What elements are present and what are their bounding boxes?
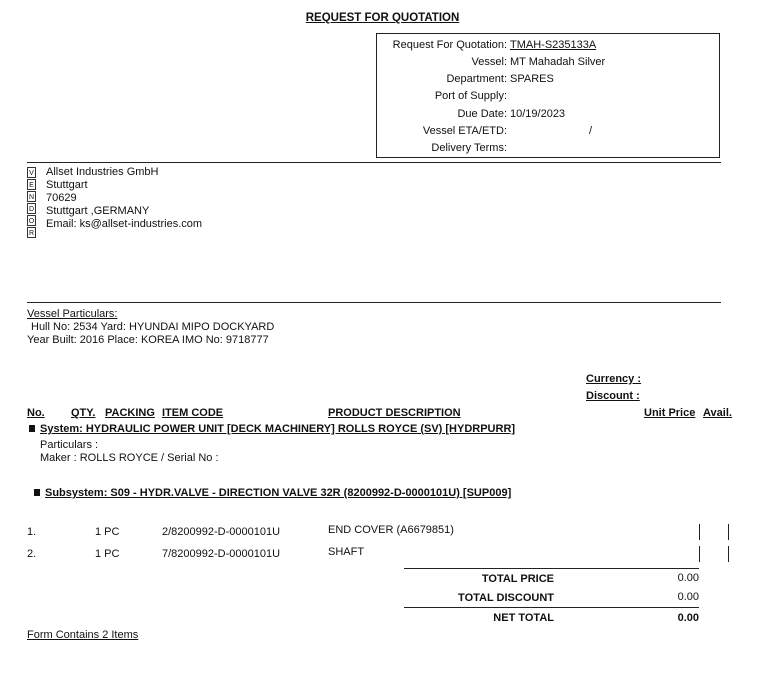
vendor-letter: V xyxy=(27,167,36,178)
price-field-divider xyxy=(699,546,700,562)
subsystem-row xyxy=(34,487,511,499)
col-header-avail: Avail. xyxy=(703,407,732,419)
vendor-letter: R xyxy=(27,227,36,238)
item-qty: 1 PC xyxy=(95,548,120,560)
rfq-header-box xyxy=(376,33,720,158)
total-price-label: TOTAL PRICE xyxy=(481,573,554,585)
vessel-value: MT Mahadah Silver xyxy=(510,56,606,68)
item-count-footer: Form Contains 2 Items xyxy=(27,629,139,641)
system-maker: Maker : ROLLS ROYCE / Serial No : xyxy=(40,452,219,464)
avail-field-divider xyxy=(728,546,729,562)
total-discount-label: TOTAL DISCOUNT xyxy=(458,592,554,604)
vendor-city: Stuttgart xyxy=(46,179,88,191)
vendor-email: Email: ks@allset-industries.com xyxy=(46,218,203,230)
vendor-vertical-label xyxy=(27,167,39,239)
item-description: END COVER (A6679851) xyxy=(328,524,454,536)
divider-top xyxy=(27,162,721,163)
system-row xyxy=(29,423,515,435)
vendor-letter: N xyxy=(27,191,36,202)
avail-field-divider xyxy=(728,524,729,540)
vessel-year-place: Year Built: 2016 Place: KOREA IMO No: 9718777 xyxy=(27,334,269,346)
department-value: SPARES xyxy=(510,73,554,85)
totals-divider-bottom xyxy=(404,607,699,608)
divider-middle xyxy=(27,302,721,303)
delivery-terms-label: Delivery Terms: xyxy=(431,142,507,154)
rfq-number-label: Request For Quotation: xyxy=(392,39,507,51)
item-code: 7/8200992-D-0000101U xyxy=(162,548,281,560)
total-price-value: 0.00 xyxy=(677,572,699,584)
total-discount-value: 0.00 xyxy=(677,591,699,603)
currency-label: Currency : xyxy=(586,373,642,385)
square-bullet-icon xyxy=(34,489,40,496)
eta-etd-label: Vessel ETA/ETD: xyxy=(422,125,507,137)
net-total-value: 0.00 xyxy=(677,612,699,624)
vendor-name: Allset Industries GmbH xyxy=(46,166,159,178)
col-header-packing: PACKING xyxy=(105,407,155,419)
system-particulars: Particulars : xyxy=(40,439,99,451)
net-total-label: NET TOTAL xyxy=(493,612,554,624)
col-header-item-code: ITEM CODE xyxy=(162,407,224,419)
item-no: 2. xyxy=(27,548,37,560)
item-no: 1. xyxy=(27,526,37,538)
vendor-letter: D xyxy=(27,203,36,214)
vendor-letter: O xyxy=(27,215,36,226)
vessel-label: Vessel: xyxy=(471,56,507,68)
subsystem-label: Subsystem: S09 - HYDR.VALVE - DIRECTION VALVE 32R (8200992-D-0000101U) [SUP009] xyxy=(45,487,512,499)
col-header-qty: QTY. xyxy=(71,407,96,419)
totals-divider-top xyxy=(404,568,699,569)
rfq-number-value: TMAH-S235133A xyxy=(510,39,597,51)
vendor-city-country: Stuttgart ,GERMANY xyxy=(46,205,150,217)
item-description: SHAFT xyxy=(328,546,365,558)
system-label: System: HYDRAULIC POWER UNIT [DECK MACHINERY] ROLLS ROYCE (SV) [HYDRPURR] xyxy=(40,423,516,435)
department-label: Department: xyxy=(446,73,507,85)
vendor-letter: E xyxy=(27,179,36,190)
document-title: REQUEST FOR QUOTATION xyxy=(305,12,460,24)
vessel-particulars-heading: Vessel Particulars: xyxy=(27,308,118,320)
col-header-no: No. xyxy=(27,407,45,419)
col-header-description: PRODUCT DESCRIPTION xyxy=(328,407,461,419)
port-of-supply-label: Port of Supply: xyxy=(434,90,507,102)
discount-label: Discount : xyxy=(586,390,640,402)
due-date-label: Due Date: xyxy=(457,108,507,120)
col-header-unit-price: Unit Price xyxy=(644,407,696,419)
eta-etd-value: / xyxy=(589,125,593,137)
due-date-value: 10/19/2023 xyxy=(510,108,566,120)
item-qty: 1 PC xyxy=(95,526,120,538)
item-code: 2/8200992-D-0000101U xyxy=(162,526,281,538)
price-field-divider xyxy=(699,524,700,540)
square-bullet-icon xyxy=(29,425,35,432)
vendor-zip: 70629 xyxy=(46,192,77,204)
vessel-hull-yard: Hull No: 2534 Yard: HYUNDAI MIPO DOCKYARD xyxy=(31,321,275,333)
